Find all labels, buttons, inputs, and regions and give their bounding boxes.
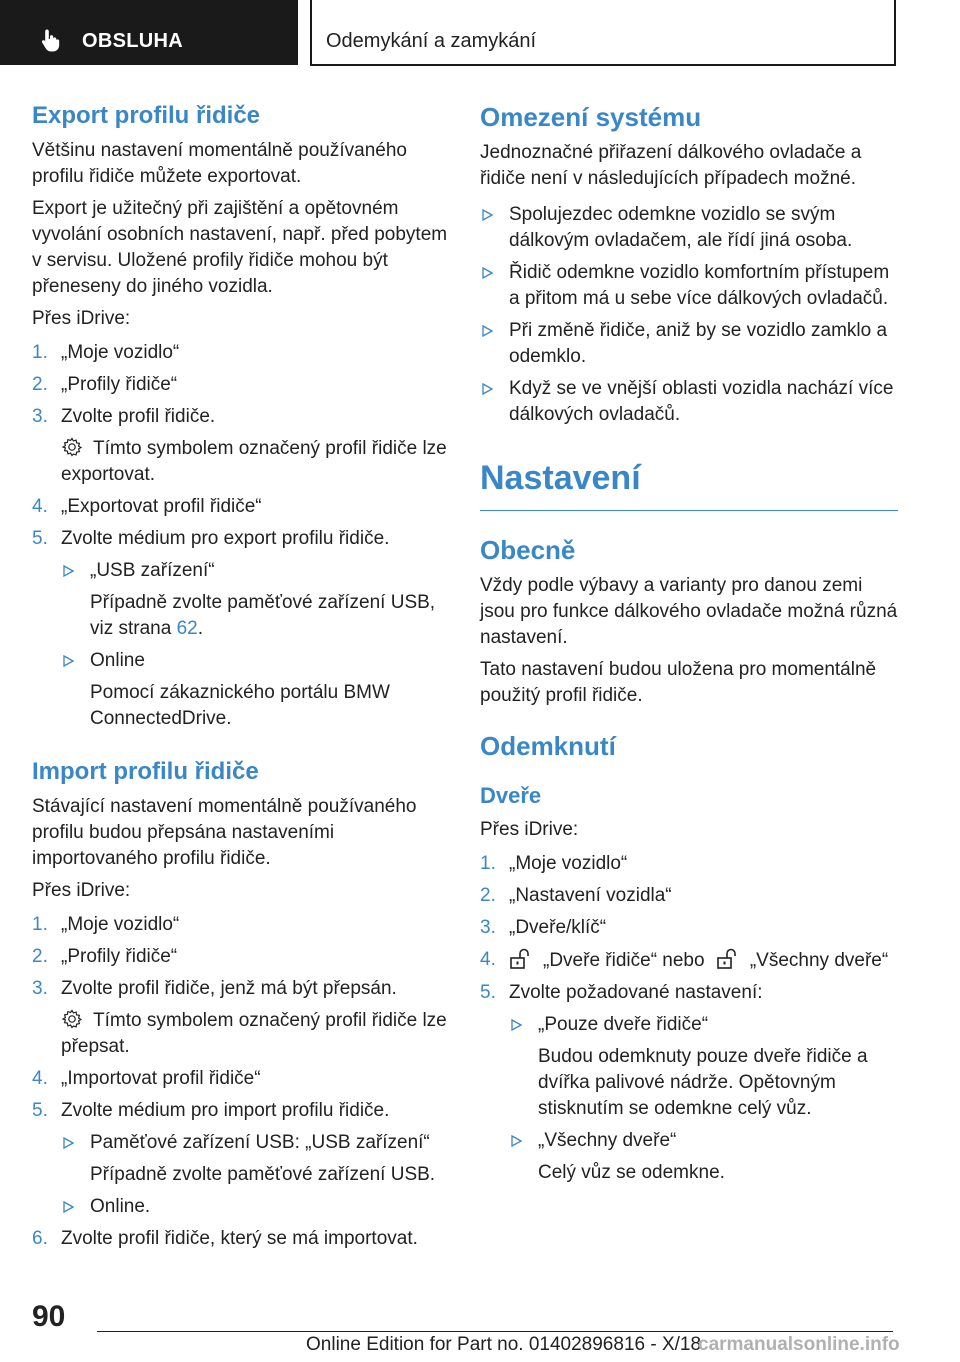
list-item: Online Pomocí zákaznického portálu BMW ConnectedDrive. [61, 648, 450, 732]
list-item: Při změně řidiče, aniž by se vozidlo zamklo a odemklo. [480, 318, 898, 370]
unlock-icon [509, 947, 531, 971]
page-link[interactable]: 62 [176, 618, 198, 639]
list-item: Paměťové zařízení USB: „USB zařízení“ Případně zvolte paměťové zařízení USB. [61, 1130, 450, 1188]
footer-divider [97, 1331, 893, 1332]
list-item: 5. Zvolte požadované nastavení: [480, 982, 763, 1003]
list-item: 2. „Profily řidiče“ [32, 946, 178, 967]
doors-via: Přes iDrive: [480, 819, 579, 840]
doors-steps [480, 851, 898, 1006]
limits-title: Omezení systému [480, 102, 702, 132]
list-item: 6. Zvolte profil řidiče, který se má importovat. [32, 1228, 418, 1249]
unlock-icon [716, 947, 738, 971]
list-item: 5. Zvolte médium pro import profilu řidiče. [32, 1100, 390, 1121]
list-item: 1. „Moje vozidlo“ [480, 853, 628, 874]
list-item: 3. Zvolte profil řidiče, jenž má být přepsán. [32, 978, 397, 999]
triangle-bullet-icon [482, 325, 493, 337]
import-paragraph-1: Stávající nastavení momentálně používaného profilu budou přepsána nastaveními importovaného profilu řidiče. [32, 796, 417, 869]
list-item: „Pouze dveře řidiče“ Budou odemknuty pouze dveře řidiče a dvířka palivové nádrže. Opětovným stisknutím se odemkne celý vůz. [509, 1012, 898, 1122]
triangle-bullet-icon [482, 383, 493, 395]
list-item: 4. „Importovat profil řidiče“ [32, 1068, 261, 1089]
list-item: Spolujezdec odemkne vozidlo se svým dálkovým ovladačem, ale řídí jiná osoba. [480, 202, 898, 254]
export-options [61, 558, 450, 732]
list-item: 4. „Exportovat profil řidiče“ [32, 496, 262, 517]
general-title: Obecně [480, 535, 576, 565]
export-via: Přes iDrive: [32, 308, 131, 329]
footer-watermark: carmanualsonline.info [698, 1334, 900, 1355]
list-item: 3. „Dveře/klíč“ [480, 917, 607, 938]
export-paragraph-1: Většinu nastavení momentálně používaného profilu řidiče můžete exportovat. [32, 140, 407, 187]
header-section-title: Odemykání a zamykání [326, 30, 537, 52]
triangle-bullet-icon [482, 209, 493, 221]
export-steps-cont [32, 494, 450, 552]
triangle-bullet-icon [511, 1019, 522, 1031]
import-via: Přes iDrive: [32, 880, 131, 901]
gear-icon [61, 1008, 83, 1030]
triangle-bullet-icon [63, 565, 74, 577]
page-number: 90 [32, 1300, 66, 1333]
import-steps-final [32, 1226, 450, 1252]
export-paragraph-2: Export je užitečný při zajištění a opětovném vyvolání osobních nastavení, např. před pobytem v servisu. Uložené profily řidiče mohou být přeneseny do jiného vozidla. [32, 198, 448, 297]
triangle-bullet-icon [63, 655, 74, 667]
triangle-bullet-icon [63, 1137, 74, 1149]
general-paragraph-1: Vždy podle výbavy a varianty pro danou zemi jsou pro funkce dálkového ovladače možná různá nastavení. [480, 575, 898, 648]
list-item: „Všechny dveře“ Celý vůz se odemkne. [509, 1128, 898, 1186]
right-column [480, 100, 898, 1192]
triangle-bullet-icon [482, 267, 493, 279]
left-column [32, 100, 450, 1258]
limits-paragraph-1: Jednoznačné přiřazení dálkového ovladače a řidiče není v následujících případech možné. [480, 142, 862, 189]
export-title: Export profilu řidiče [32, 102, 261, 129]
list-item: Online. [61, 1194, 450, 1220]
header-tab [0, 0, 298, 65]
list-item: 3. Zvolte profil řidiče. [32, 406, 216, 427]
footer-edition: Online Edition for Part no. 01402896816 - X/18 [306, 1334, 702, 1355]
general-paragraph-2: Tato nastavení budou uložena pro momentálně použitý profil řidiče. [480, 659, 877, 706]
list-item: 1. „Moje vozidlo“ [32, 342, 180, 363]
list-item: 5. Zvolte médium pro export profilu řidiče. [32, 528, 390, 549]
doors-options [509, 1012, 898, 1186]
import-steps [32, 912, 450, 1002]
import-steps-cont [32, 1066, 450, 1124]
unlock-title: Odemknutí [480, 731, 616, 761]
list-item: „USB zařízení“ Případně zvolte paměťové zařízení USB, viz strana 62. [61, 558, 450, 642]
list-item: 2. „Nastavení vozidla“ [480, 885, 672, 906]
triangle-bullet-icon [511, 1135, 522, 1147]
list-item: 2. „Profily řidiče“ [32, 374, 178, 395]
gear-icon [61, 436, 83, 458]
settings-title: Nastavení [480, 456, 898, 511]
limits-list [480, 202, 898, 428]
list-item: 4. „Dveře řidiče“ nebo „Všechny dveře“ [480, 949, 889, 971]
triangle-bullet-icon [63, 1201, 74, 1213]
import-note: Tímto symbolem označený profil řidiče lze přepsat. [61, 1010, 447, 1057]
header-tab-label: OBSLUHA [82, 30, 183, 52]
hand-pointer-icon [40, 28, 62, 52]
list-item: 1. „Moje vozidlo“ [32, 914, 180, 935]
import-options [61, 1130, 450, 1220]
list-item: Když se ve vnější oblasti vozidla nachází více dálkových ovladačů. [480, 376, 898, 428]
doors-title: Dveře [480, 783, 542, 808]
export-steps [32, 340, 450, 430]
export-note: Tímto symbolem označený profil řidiče lze exportovat. [61, 438, 447, 485]
import-title: Import profilu řidiče [32, 758, 259, 785]
list-item: Řidič odemkne vozidlo komfortním přístupem a přitom má u sebe více dálkových ovladačů. [480, 260, 898, 312]
